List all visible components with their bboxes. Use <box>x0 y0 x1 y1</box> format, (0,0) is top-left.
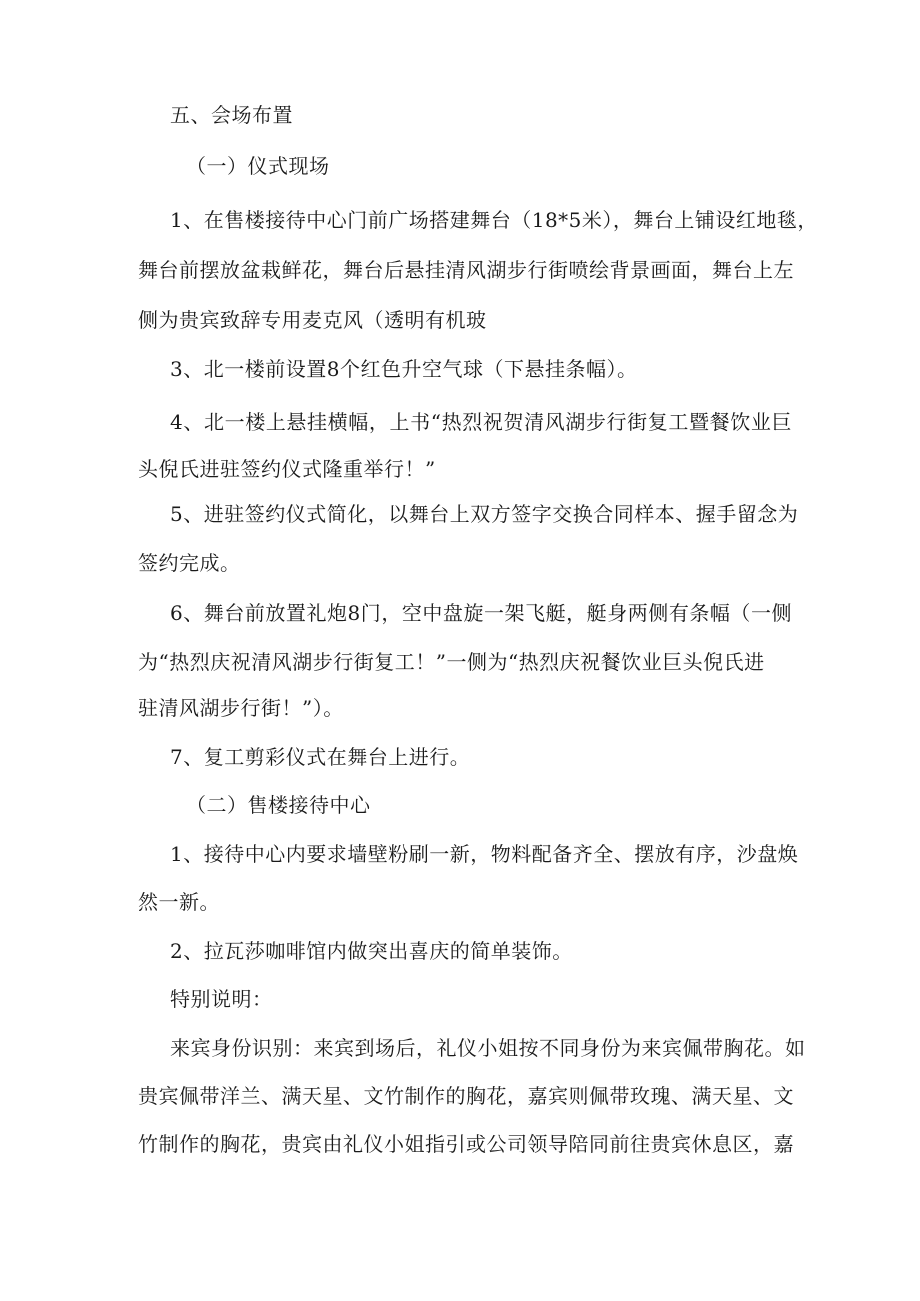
item1-line2: 舞台前摆放盆栽鲜花，舞台后悬挂清风湖步行街喷绘背景画面，舞台上左 <box>138 258 794 282</box>
special-note-line1: 来宾身份识别：来宾到场后，礼仪小姐按不同身份为来宾佩带胸花。如 <box>170 1036 806 1060</box>
item4-line2: 头倪氏进驻签约仪式隆重举行！” <box>138 457 436 481</box>
section-heading: 五、会场布置 <box>170 103 293 127</box>
item5-line2: 签约完成。 <box>138 551 241 575</box>
center-item1-line2: 然一新。 <box>138 890 220 914</box>
center-item2: 2、拉瓦莎咖啡馆内做突出喜庆的简单装饰。 <box>170 939 573 963</box>
item5-line1: 5、进驻签约仪式简化，以舞台上双方签字交换合同样本、握手留念为 <box>170 502 799 526</box>
item1-line1: 1、在售楼接待中心门前广场搭建舞台（18*5米），舞台上铺设红地毯， <box>170 208 818 232</box>
item3: 3、北一楼前设置8个红色升空气球（下悬挂条幅）。 <box>170 357 638 381</box>
item6-line3: 驻清风湖步行街！”）。 <box>138 696 344 720</box>
sub-heading-ceremony-site: （一）仪式现场 <box>186 154 330 178</box>
item6-line2: 为“热烈庆祝清风湖步行街复工！”一侧为“热烈庆祝餐饮业巨头倪氏进 <box>138 650 765 674</box>
special-note-line2: 贵宾佩带洋兰、满天星、文竹制作的胸花，嘉宾则佩带玫瑰、满天星、文 <box>138 1084 794 1108</box>
sub-heading-reception-center: （二）售楼接待中心 <box>186 793 371 817</box>
center-item1-line1: 1、接待中心内要求墙壁粉刷一新，物料配备齐全、摆放有序，沙盘焕 <box>170 842 799 866</box>
item6-line1: 6、舞台前放置礼炮8门，空中盘旋一架飞艇，艇身两侧有条幅（一侧 <box>170 601 792 625</box>
item1-line3: 侧为贵宾致辞专用麦克风（透明有机玻 <box>138 308 487 332</box>
special-note-heading: 特别说明： <box>170 987 273 1011</box>
item7: 7、复工剪彩仪式在舞台上进行。 <box>170 745 471 769</box>
special-note-line3: 竹制作的胸花，贵宾由礼仪小姐指引或公司领导陪同前往贵宾休息区，嘉 <box>138 1132 794 1156</box>
item4-line1: 4、北一楼上悬挂横幅，上书“热烈祝贺清风湖步行街复工暨餐饮业巨 <box>170 410 792 434</box>
